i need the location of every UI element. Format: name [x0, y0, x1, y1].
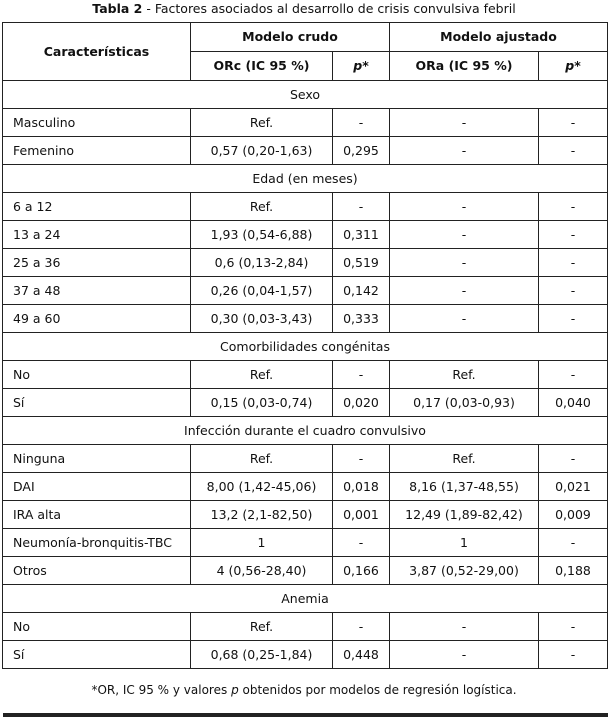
- p-crude-value: -: [333, 109, 390, 137]
- orc-value: 1,93 (0,54-6,88): [191, 221, 333, 249]
- header-crude-model: Modelo crudo: [191, 23, 390, 52]
- orc-value: Ref.: [191, 109, 333, 137]
- orc-value: 13,2 (2,1-82,50): [191, 501, 333, 529]
- p-adjusted-value: -: [539, 529, 608, 557]
- row-label: 25 a 36: [3, 249, 191, 277]
- row-label: Sí: [3, 641, 191, 669]
- header-characteristics: Características: [3, 23, 191, 81]
- row-label: No: [3, 613, 191, 641]
- ora-value: -: [390, 109, 539, 137]
- section-title: Comorbilidades congénitas: [3, 333, 608, 361]
- row-label: 49 a 60: [3, 305, 191, 333]
- p-crude-value: 0,020: [333, 389, 390, 417]
- orc-value: Ref.: [191, 361, 333, 389]
- p-crude-value: 0,166: [333, 557, 390, 585]
- p-crude-value: 0,519: [333, 249, 390, 277]
- p-adjusted-value: -: [539, 221, 608, 249]
- p-crude-value: -: [333, 529, 390, 557]
- row-label: Neumonía-bronquitis-TBC: [3, 529, 191, 557]
- table-row: [3, 249, 608, 277]
- orc-value: 0,15 (0,03-0,74): [191, 389, 333, 417]
- p-adjusted-value: -: [539, 305, 608, 333]
- row-label: DAI: [3, 473, 191, 501]
- footnote: [0, 683, 608, 697]
- table-row: [3, 193, 608, 221]
- p-crude-value: -: [333, 193, 390, 221]
- caption-label: Tabla 2: [92, 1, 143, 16]
- ora-value: -: [390, 221, 539, 249]
- table-row: [3, 641, 608, 669]
- section-title: Anemia: [3, 585, 608, 613]
- p-adjusted-value: -: [539, 613, 608, 641]
- p-adjusted-value: -: [539, 137, 608, 165]
- p-crude-value: 0,311: [333, 221, 390, 249]
- table-row: [3, 473, 608, 501]
- p-crude-value: 0,142: [333, 277, 390, 305]
- ora-value: -: [390, 613, 539, 641]
- orc-value: 0,30 (0,03-3,43): [191, 305, 333, 333]
- p-adjusted-value: -: [539, 193, 608, 221]
- table-caption: [0, 1, 608, 17]
- table-row: [3, 361, 608, 389]
- p-adjusted-value: -: [539, 361, 608, 389]
- header-orc: ORc (IC 95 %): [191, 52, 333, 81]
- footnote-text: *OR, IC 95 % y valores: [91, 683, 232, 697]
- section-row: [3, 417, 608, 445]
- p-crude-value: 0,333: [333, 305, 390, 333]
- header-ora: ORa (IC 95 %): [390, 52, 539, 81]
- p-crude-value: 0,001: [333, 501, 390, 529]
- header-p-crude: p*: [333, 52, 390, 81]
- p-adjusted-value: 0,021: [539, 473, 608, 501]
- p-adjusted-value: 0,188: [539, 557, 608, 585]
- footnote-text-end: obtenidos por modelos de regresión logística.: [238, 683, 517, 697]
- ora-value: -: [390, 277, 539, 305]
- orc-value: Ref.: [191, 193, 333, 221]
- p-adjusted-value: 0,040: [539, 389, 608, 417]
- row-label: Femenino: [3, 137, 191, 165]
- table-row: [3, 305, 608, 333]
- section-title: Infección durante el cuadro convulsivo: [3, 417, 608, 445]
- row-label: 37 a 48: [3, 277, 191, 305]
- p-adjusted-value: -: [539, 445, 608, 473]
- table-row: [3, 445, 608, 473]
- table-row: [3, 137, 608, 165]
- p-adjusted-value: 0,009: [539, 501, 608, 529]
- table-row: [3, 109, 608, 137]
- p-adjusted-value: -: [539, 641, 608, 669]
- ora-value: -: [390, 249, 539, 277]
- table-row: [3, 557, 608, 585]
- table-body: [3, 81, 608, 669]
- table-row: [3, 613, 608, 641]
- p-adjusted-value: -: [539, 249, 608, 277]
- ora-value: -: [390, 193, 539, 221]
- ora-value: 0,17 (0,03-0,93): [390, 389, 539, 417]
- table-row: [3, 529, 608, 557]
- header-adjusted-model: Modelo ajustado: [390, 23, 608, 52]
- row-label: Masculino: [3, 109, 191, 137]
- ora-value: Ref.: [390, 361, 539, 389]
- section-row: [3, 165, 608, 193]
- ora-value: 8,16 (1,37-48,55): [390, 473, 539, 501]
- orc-value: 8,00 (1,42-45,06): [191, 473, 333, 501]
- ora-value: 1: [390, 529, 539, 557]
- row-label: 13 a 24: [3, 221, 191, 249]
- row-label: No: [3, 361, 191, 389]
- ora-value: 3,87 (0,52-29,00): [390, 557, 539, 585]
- row-label: Ninguna: [3, 445, 191, 473]
- orc-value: 0,6 (0,13-2,84): [191, 249, 333, 277]
- ora-value: 12,49 (1,89-82,42): [390, 501, 539, 529]
- p-crude-value: -: [333, 445, 390, 473]
- table-row: [3, 277, 608, 305]
- ora-value: -: [390, 641, 539, 669]
- section-title: Sexo: [3, 81, 608, 109]
- row-label: Otros: [3, 557, 191, 585]
- ora-value: -: [390, 137, 539, 165]
- section-row: [3, 333, 608, 361]
- p-crude-value: 0,295: [333, 137, 390, 165]
- p-adjusted-value: -: [539, 277, 608, 305]
- orc-value: 4 (0,56-28,40): [191, 557, 333, 585]
- results-table: [2, 22, 608, 669]
- caption-text: - Factores asociados al desarrollo de crisis convulsiva febril: [142, 1, 516, 16]
- header-p-adjusted: p*: [539, 52, 608, 81]
- table-row: [3, 389, 608, 417]
- table-row: [3, 501, 608, 529]
- bottom-rule: [3, 713, 608, 717]
- p-crude-value: -: [333, 361, 390, 389]
- row-label: IRA alta: [3, 501, 191, 529]
- p-crude-value: 0,018: [333, 473, 390, 501]
- orc-value: 0,68 (0,25-1,84): [191, 641, 333, 669]
- orc-value: Ref.: [191, 613, 333, 641]
- p-crude-value: 0,448: [333, 641, 390, 669]
- p-crude-value: -: [333, 613, 390, 641]
- section-row: [3, 81, 608, 109]
- ora-value: -: [390, 305, 539, 333]
- footnote-p: p: [231, 683, 239, 697]
- section-row: [3, 585, 608, 613]
- ora-value: Ref.: [390, 445, 539, 473]
- table-row: [3, 221, 608, 249]
- row-label: Sí: [3, 389, 191, 417]
- orc-value: 0,26 (0,04-1,57): [191, 277, 333, 305]
- section-title: Edad (en meses): [3, 165, 608, 193]
- row-label: 6 a 12: [3, 193, 191, 221]
- orc-value: 1: [191, 529, 333, 557]
- orc-value: Ref.: [191, 445, 333, 473]
- orc-value: 0,57 (0,20-1,63): [191, 137, 333, 165]
- p-adjusted-value: -: [539, 109, 608, 137]
